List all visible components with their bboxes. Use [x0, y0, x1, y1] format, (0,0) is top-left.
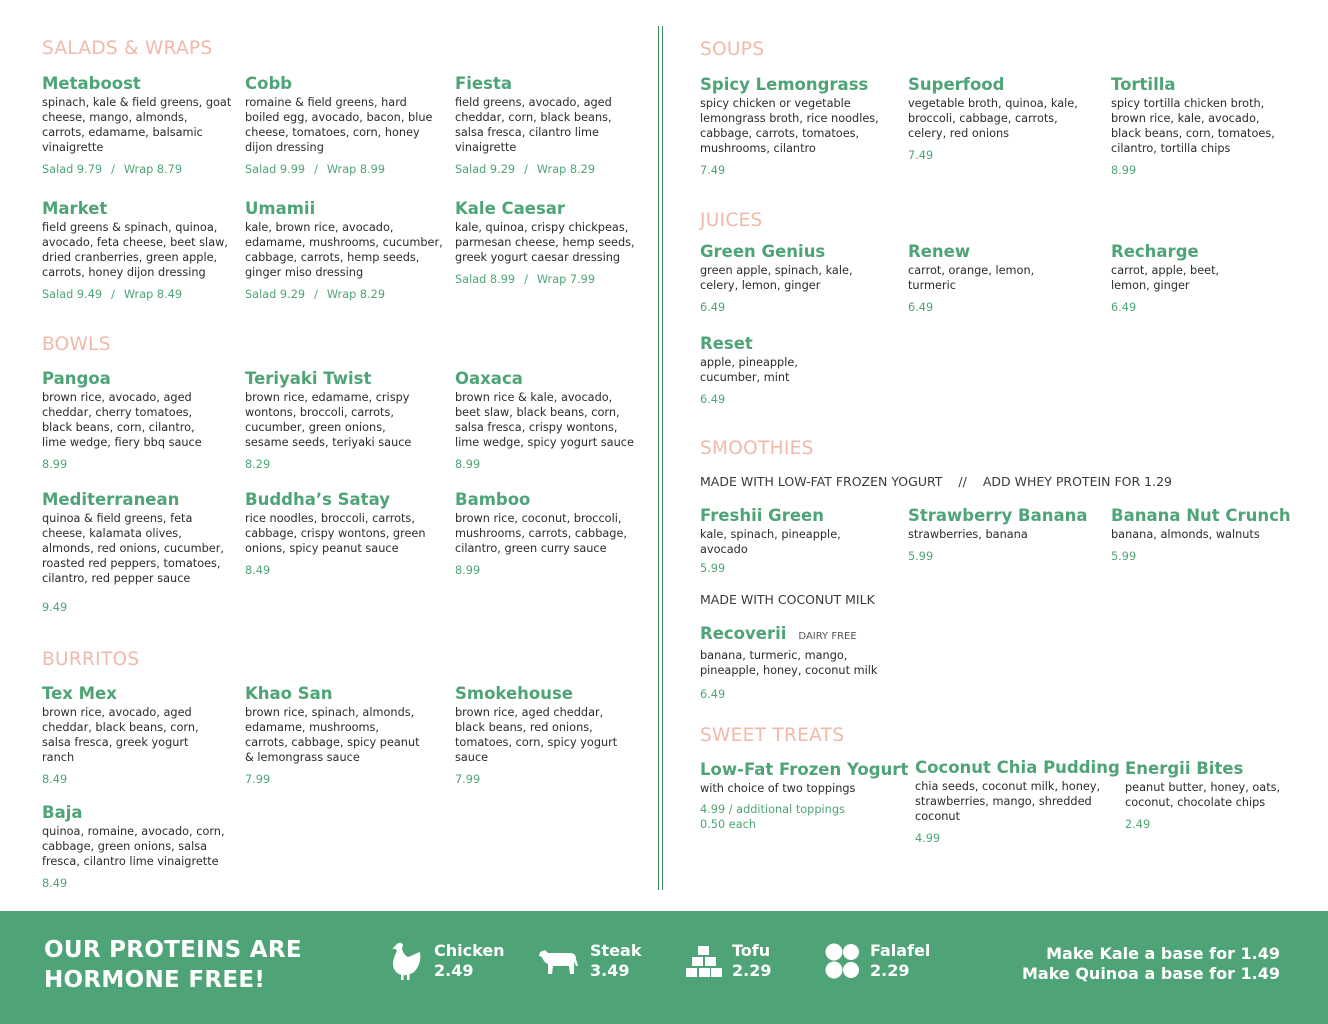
protein-text: Tofu 2.29 — [732, 941, 772, 980]
item-name: Superfood — [908, 75, 1005, 94]
menu-item-banana-nut-crunch[interactable] — [1111, 506, 1301, 564]
protein-steak — [538, 941, 641, 981]
item-price: 6.49 — [700, 301, 726, 314]
item-price: Salad 9.29 / Wrap 8.29 — [245, 288, 386, 301]
item-desc: brown rice, edamame, crispy wontons, broccoli, carrots, cucumber, green onions, sesame seeds, teriyaki sauce — [245, 391, 412, 449]
item-desc: carrot, orange, lemon, turmeric — [908, 264, 1035, 292]
item-price: 6.49 — [1111, 301, 1137, 314]
item-name: Low-Fat Frozen Yogurt — [700, 760, 909, 779]
item-desc: quinoa & field greens, feta cheese, kalamata olives, almonds, red onions, cucumber, roasted red peppers, tomatoes, cilantro, red pepper sauce — [42, 512, 224, 585]
menu-item-kale-caesar[interactable] — [455, 199, 640, 287]
item-price: 7.99 — [245, 773, 271, 786]
item-desc: banana, almonds, walnuts — [1111, 528, 1260, 541]
menu-item-recoverii[interactable] — [700, 624, 890, 702]
item-price: 8.99 — [455, 458, 481, 471]
item-desc: vegetable broth, quinoa, kale, broccoli, cabbage, carrots, celery, red onions — [908, 97, 1078, 140]
item-price: Salad 9.29 / Wrap 8.29 — [455, 163, 596, 176]
item-price: Salad 9.49 / Wrap 8.49 — [42, 288, 183, 301]
item-name: Strawberry Banana — [908, 506, 1088, 525]
section-title-soups: SOUPS — [700, 39, 765, 60]
item-desc: carrot, apple, beet, lemon, ginger — [1111, 264, 1220, 292]
item-name: Cobb — [245, 74, 293, 93]
item-price: 5.99 — [700, 562, 726, 575]
item-desc: banana, turmeric, mango, pineapple, honey, coconut milk — [700, 649, 878, 677]
protein-chicken — [388, 941, 505, 981]
item-desc: brown rice, avocado, aged cheddar, black beans, corn, salsa fresca, greek yogurt ranch — [42, 706, 199, 764]
item-name: Pangoa — [42, 369, 111, 388]
item-desc: brown rice, aged cheddar, black beans, red onions, tomatoes, corn, spicy yogurt sauce — [455, 706, 618, 764]
item-price: 7.99 — [455, 773, 481, 786]
menu-item-baja[interactable] — [42, 803, 232, 891]
item-desc: spinach, kale & field greens, goat cheese, mango, almonds, carrots, edamame, balsamic vinaigrette — [42, 96, 232, 154]
chicken-icon — [388, 941, 424, 981]
item-name: Oaxaca — [455, 369, 523, 388]
item-price: 4.99 / additional toppings 0.50 each — [700, 803, 845, 831]
item-price: 7.49 — [700, 164, 726, 177]
item-price: 6.49 — [700, 688, 726, 701]
item-name: Baja — [42, 803, 83, 822]
menu-item-reset[interactable] — [700, 334, 820, 407]
item-desc: with choice of two toppings — [700, 782, 856, 795]
menu-item-tortilla[interactable] — [1111, 75, 1286, 178]
item-price: 6.49 — [908, 301, 934, 314]
menu-item-umamii[interactable] — [245, 199, 445, 302]
item-name: Recoverii DAIRY FREE — [700, 624, 857, 643]
item-name: Energii Bites — [1125, 759, 1244, 778]
item-name: Smokehouse — [455, 684, 573, 703]
item-name: Coconut Chia Pudding — [915, 758, 1120, 777]
item-desc: chia seeds, coconut milk, honey, strawberries, mango, shredded coconut — [915, 780, 1101, 823]
item-desc: spicy tortilla chicken broth, brown rice, kale, avocado, black beans, corn, tomatoes, cilantro, tortilla chips — [1111, 97, 1275, 155]
item-name: Tortilla — [1111, 75, 1176, 94]
item-price: Salad 8.99 / Wrap 7.99 — [455, 273, 596, 286]
item-desc: brown rice, avocado, aged cheddar, cherry tomatoes, black beans, corn, cilantro, lime wedge, fiery bbq sauce — [42, 391, 202, 449]
menu-item-fiesta[interactable] — [455, 74, 635, 177]
protein-text: Falafel 2.29 — [870, 941, 931, 980]
item-desc: kale, spinach, pineapple, avocado — [700, 528, 841, 556]
menu-item-oaxaca[interactable] — [455, 369, 640, 472]
item-name: Bamboo — [455, 490, 531, 509]
base-upgrades: Make Kale a base for 1.49 Make Quinoa a base for 1.49 — [1021, 944, 1280, 983]
coconut-milk-note: MADE WITH COCONUT MILK — [700, 592, 875, 607]
item-desc: brown rice, spinach, almonds, edamame, mushrooms, carrots, cabbage, spicy peanut & lemongrass sauce — [245, 706, 420, 764]
item-name: Fiesta — [455, 74, 512, 93]
item-desc: quinoa, romaine, avocado, corn, cabbage, green onions, salsa fresca, cilantro lime vinaigrette — [42, 825, 225, 868]
protein-footer — [0, 911, 1328, 1024]
item-desc: peanut butter, honey, oats, coconut, chocolate chips — [1125, 781, 1281, 809]
item-price: Salad 9.99 / Wrap 8.99 — [245, 163, 386, 176]
item-desc: spicy chicken or vegetable lemongrass broth, rice noodles, cabbage, carrots, tomatoes, mushrooms, cilantro — [700, 97, 879, 155]
menu-item-tex-mex[interactable] — [42, 684, 212, 787]
item-name: Tex Mex — [42, 684, 117, 703]
menu-item-coconut-chia-pudding[interactable] — [915, 758, 1120, 846]
menu-item-strawberry-banana[interactable] — [908, 506, 1098, 564]
menu-item-green-genius[interactable] — [700, 242, 875, 315]
menu-item-mediterranean[interactable] — [42, 490, 227, 615]
item-name: Kale Caesar — [455, 199, 566, 218]
item-price: 8.29 — [245, 458, 271, 471]
item-name: Mediterranean — [42, 490, 180, 509]
menu-item-recharge[interactable] — [1111, 242, 1241, 315]
menu-item-market[interactable] — [42, 199, 232, 302]
item-name: Banana Nut Crunch — [1111, 506, 1291, 525]
item-price: 5.99 — [908, 550, 934, 563]
menu-item-smokehouse[interactable] — [455, 684, 635, 787]
protein-text: Steak 3.49 — [590, 941, 642, 980]
item-price: 8.99 — [42, 458, 68, 471]
menu-item-bamboo[interactable] — [455, 490, 635, 578]
section-title-sweet-treats: SWEET TREATS — [700, 725, 845, 746]
menu-item-superfood[interactable] — [908, 75, 1088, 163]
item-desc: brown rice & kale, avocado, beet slaw, black beans, corn, salsa fresca, crispy wontons, lime wedge, spicy yogurt sauce — [455, 391, 634, 449]
smoothies-note: MADE WITH LOW-FAT FROZEN YOGURT // ADD WHEY PROTEIN FOR 1.29 — [700, 474, 1172, 489]
menu-item-metaboost[interactable] — [42, 74, 232, 177]
menu-item-spicy-lemongrass[interactable] — [700, 75, 885, 178]
item-price: 8.99 — [455, 564, 481, 577]
item-name: Freshii Green — [700, 506, 824, 525]
menu-item-pangoa[interactable] — [42, 369, 222, 472]
protein-tofu — [686, 941, 771, 981]
section-title-juices: JUICES — [700, 210, 763, 231]
cow-icon — [538, 944, 580, 978]
menu-item-energii-bites[interactable] — [1125, 759, 1295, 832]
item-name: Buddha’s Satay — [245, 490, 390, 509]
dairy-free-tag: DAIRY FREE — [798, 631, 857, 642]
item-desc: field greens & spinach, quinoa, avocado, feta cheese, beet slaw, dried cranberries, green apple, carrots, honey dijon dressing — [42, 221, 228, 279]
hormone-free-headline: OUR PROTEINS ARE HORMONE FREE! — [44, 937, 302, 993]
item-price: 6.49 — [700, 393, 726, 406]
section-title-salads: SALADS & WRAPS — [42, 38, 213, 59]
item-name: Spicy Lemongrass — [700, 75, 869, 94]
item-name: Green Genius — [700, 242, 826, 261]
item-price: 8.49 — [42, 773, 68, 786]
protein-falafel — [824, 941, 930, 981]
falafel-icon — [824, 941, 860, 981]
item-price: 8.49 — [42, 877, 68, 890]
item-desc: kale, brown rice, avocado, edamame, mushrooms, cucumber, cabbage, carrots, hemp seeds, ginger miso dressing — [245, 221, 443, 279]
protein-text: Chicken 2.49 — [434, 941, 505, 980]
item-name: Market — [42, 199, 108, 218]
column-divider — [658, 26, 663, 890]
item-name: Recharge — [1111, 242, 1199, 261]
tofu-icon — [686, 944, 722, 978]
item-price: 5.99 — [1111, 550, 1137, 563]
item-price: 8.99 — [1111, 164, 1137, 177]
item-name: Metaboost — [42, 74, 141, 93]
menu-item-freshii-green[interactable] — [700, 506, 860, 576]
item-desc: green apple, spinach, kale, celery, lemon, ginger — [700, 264, 853, 292]
section-title-burritos: BURRITOS — [42, 649, 140, 670]
item-desc: brown rice, coconut, broccoli, mushrooms, carrots, cabbage, cilantro, green curry sauce — [455, 512, 627, 555]
item-desc: kale, quinoa, crispy chickpeas, parmesan cheese, hemp seeds, greek yogurt caesar dressing — [455, 221, 635, 264]
item-desc: apple, pineapple, cucumber, mint — [700, 356, 798, 384]
menu-item-frozen-yogurt[interactable] — [700, 760, 909, 832]
menu-item-renew[interactable] — [908, 242, 1058, 315]
item-name: Khao San — [245, 684, 333, 703]
item-name: Renew — [908, 242, 971, 261]
item-name: Reset — [700, 334, 753, 353]
item-price: 2.49 — [1125, 818, 1151, 831]
item-price: 9.49 — [42, 601, 68, 614]
item-desc: field greens, avocado, aged cheddar, corn, black beans, salsa fresca, cilantro lime vinaigrette — [455, 96, 612, 154]
item-price: 7.49 — [908, 149, 934, 162]
item-price: 4.99 — [915, 832, 941, 845]
item-desc: strawberries, banana — [908, 528, 1028, 541]
item-price: Salad 9.79 / Wrap 8.79 — [42, 163, 183, 176]
menu-item-cobb[interactable] — [245, 74, 440, 177]
section-title-bowls: BOWLS — [42, 334, 111, 355]
menu-item-buddhas-satay[interactable] — [245, 490, 430, 578]
section-title-smoothies: SMOOTHIES — [700, 438, 814, 459]
menu-item-khao-san[interactable] — [245, 684, 425, 787]
item-desc: romaine & field greens, hard boiled egg, avocado, bacon, blue cheese, tomatoes, corn, honey dijon dressing — [245, 96, 433, 154]
menu-item-teriyaki-twist[interactable] — [245, 369, 425, 472]
item-name: Umamii — [245, 199, 316, 218]
item-price: 8.49 — [245, 564, 271, 577]
item-desc: rice noodles, broccoli, carrots, cabbage, crispy wontons, green onions, spicy peanut sauce — [245, 512, 426, 555]
item-name: Teriyaki Twist — [245, 369, 372, 388]
